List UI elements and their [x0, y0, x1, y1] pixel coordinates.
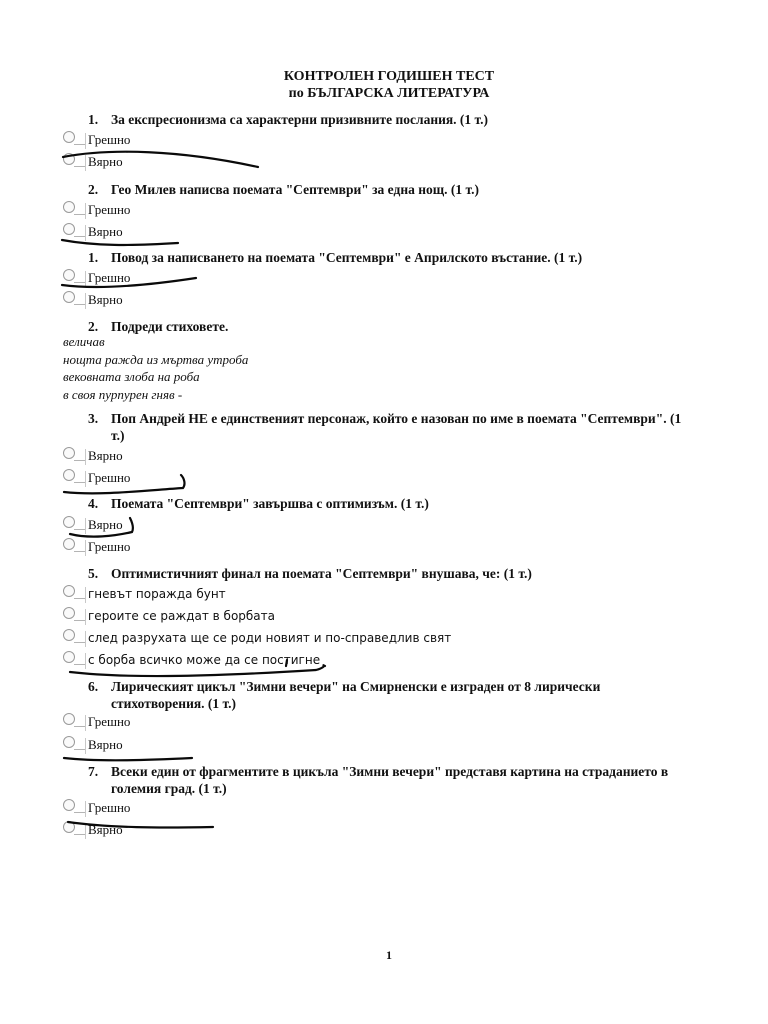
- option-label: Вярно: [88, 737, 123, 752]
- question-1: [88, 111, 688, 128]
- question-6: [88, 495, 688, 512]
- option-label: с борба всичко може да се постигне: [88, 653, 321, 667]
- radio-button-icon[interactable]: [63, 153, 75, 165]
- radio-button-icon[interactable]: [63, 269, 75, 281]
- poem-line: вековната злоба на роба: [63, 369, 200, 385]
- question-number: 2.: [88, 182, 99, 197]
- option-label: Вярно: [88, 822, 123, 837]
- field-divider: [85, 449, 86, 465]
- option-label: гневът поражда бунт: [88, 587, 226, 601]
- field-divider: [85, 271, 86, 287]
- pen-underline-2: [62, 240, 178, 245]
- poem-lines: [63, 333, 248, 404]
- option-label: Грешно: [88, 270, 131, 285]
- field-divider: [85, 518, 86, 534]
- option-label: Грешно: [88, 714, 131, 729]
- radio-button-icon[interactable]: [63, 607, 75, 619]
- question-number: 2.: [88, 319, 99, 334]
- question-text: Оптимистичният финал на поемата "Септември" внушава, че: (1 т.): [111, 566, 532, 581]
- field-divider: [85, 631, 86, 647]
- field-divider: [85, 155, 86, 171]
- question-7: [88, 565, 688, 582]
- question-number: 5.: [88, 566, 99, 581]
- option-label: след разрухата ще се роди новият и по-справедлив свят: [88, 631, 452, 645]
- question-text: Лирическият цикъл "Зимни вечери" на Смирненски е изграден от 8 лирически стихотворения. (1 т.): [111, 679, 601, 711]
- question-text: Всеки един от фрагментите в цикъла "Зимни вечери" представя картина на страданието в големия град. (1 т.): [111, 764, 669, 796]
- radio-button-icon[interactable]: [63, 585, 75, 597]
- question-9: [88, 763, 688, 797]
- radio-button-icon[interactable]: [63, 291, 75, 303]
- field-divider: [85, 587, 86, 603]
- question-2: [88, 181, 688, 198]
- radio-button-icon[interactable]: [63, 651, 75, 663]
- question-text: Поемата "Септември" завършва с оптимизъм. (1 т.): [111, 496, 429, 511]
- field-divider: [85, 609, 86, 625]
- radio-button-icon[interactable]: [63, 736, 75, 748]
- radio-button-icon[interactable]: [63, 538, 75, 550]
- test-subtitle: по БЪЛГАРСКА ЛИТЕРАТУРА: [288, 86, 490, 101]
- option-label: Грешно: [88, 202, 131, 217]
- option-label: Вярно: [88, 292, 123, 307]
- question-text: Поп Андрей НЕ е единственият персонаж, който е назован по име в поемата "Септември". (1 т.): [111, 411, 682, 443]
- field-divider: [85, 293, 86, 309]
- option-label: героите се раждат в борбата: [88, 609, 276, 623]
- question-number: 1.: [88, 112, 99, 127]
- option-label: Грешно: [88, 132, 131, 147]
- field-divider: [85, 823, 86, 839]
- radio-button-icon[interactable]: [63, 799, 75, 811]
- question-8: [88, 678, 688, 712]
- question-text: Гео Милев написва поемата "Септември" за една нощ. (1 т.): [111, 182, 480, 197]
- field-divider: [85, 225, 86, 241]
- pen-underline-7: [64, 758, 192, 760]
- field-divider: [85, 203, 86, 219]
- radio-button-icon[interactable]: [63, 447, 75, 459]
- radio-button-icon[interactable]: [63, 629, 75, 641]
- option-label: Грешно: [88, 800, 131, 815]
- field-divider: [85, 801, 86, 817]
- radio-button-icon[interactable]: [63, 821, 75, 833]
- radio-button-icon[interactable]: [63, 713, 75, 725]
- radio-button-icon[interactable]: [63, 131, 75, 143]
- field-divider: [85, 133, 86, 149]
- field-divider: [85, 471, 86, 487]
- field-divider: [85, 715, 86, 731]
- question-number: 3.: [88, 411, 99, 426]
- page-number: 1: [386, 948, 392, 962]
- option-label: Вярно: [88, 224, 123, 239]
- field-divider: [85, 653, 86, 669]
- test-title: КОНТРОЛЕН ГОДИШЕН ТЕСТ: [283, 69, 495, 84]
- poem-line: в своя пурпурен гняв -: [63, 387, 183, 403]
- option-label: Вярно: [88, 517, 123, 532]
- question-text: Повод за написването на поемата "Септември" е Априлското въстание. (1 т.): [111, 250, 583, 265]
- radio-button-icon[interactable]: [63, 201, 75, 213]
- option-label: Грешно: [88, 470, 131, 485]
- radio-button-icon[interactable]: [63, 469, 75, 481]
- field-divider: [85, 738, 86, 754]
- question-number: 1.: [88, 250, 99, 265]
- question-number: 4.: [88, 496, 99, 511]
- option-label: Вярно: [88, 154, 123, 169]
- question-text: За експресионизма са характерни призивните послания. (1 т.): [111, 112, 489, 127]
- poem-line: нощта ражда из мъртва утроба: [63, 351, 249, 367]
- question-text: Подреди стиховете.: [111, 319, 229, 334]
- question-5: [88, 410, 688, 444]
- radio-button-icon[interactable]: [63, 223, 75, 235]
- radio-button-icon[interactable]: [63, 516, 75, 528]
- poem-line: величав: [63, 334, 105, 349]
- question-3: [88, 249, 708, 266]
- question-number: 6.: [88, 679, 99, 694]
- question-number: 7.: [88, 764, 99, 779]
- option-label: Вярно: [88, 448, 123, 463]
- option-label: Грешно: [88, 539, 131, 554]
- field-divider: [85, 540, 86, 556]
